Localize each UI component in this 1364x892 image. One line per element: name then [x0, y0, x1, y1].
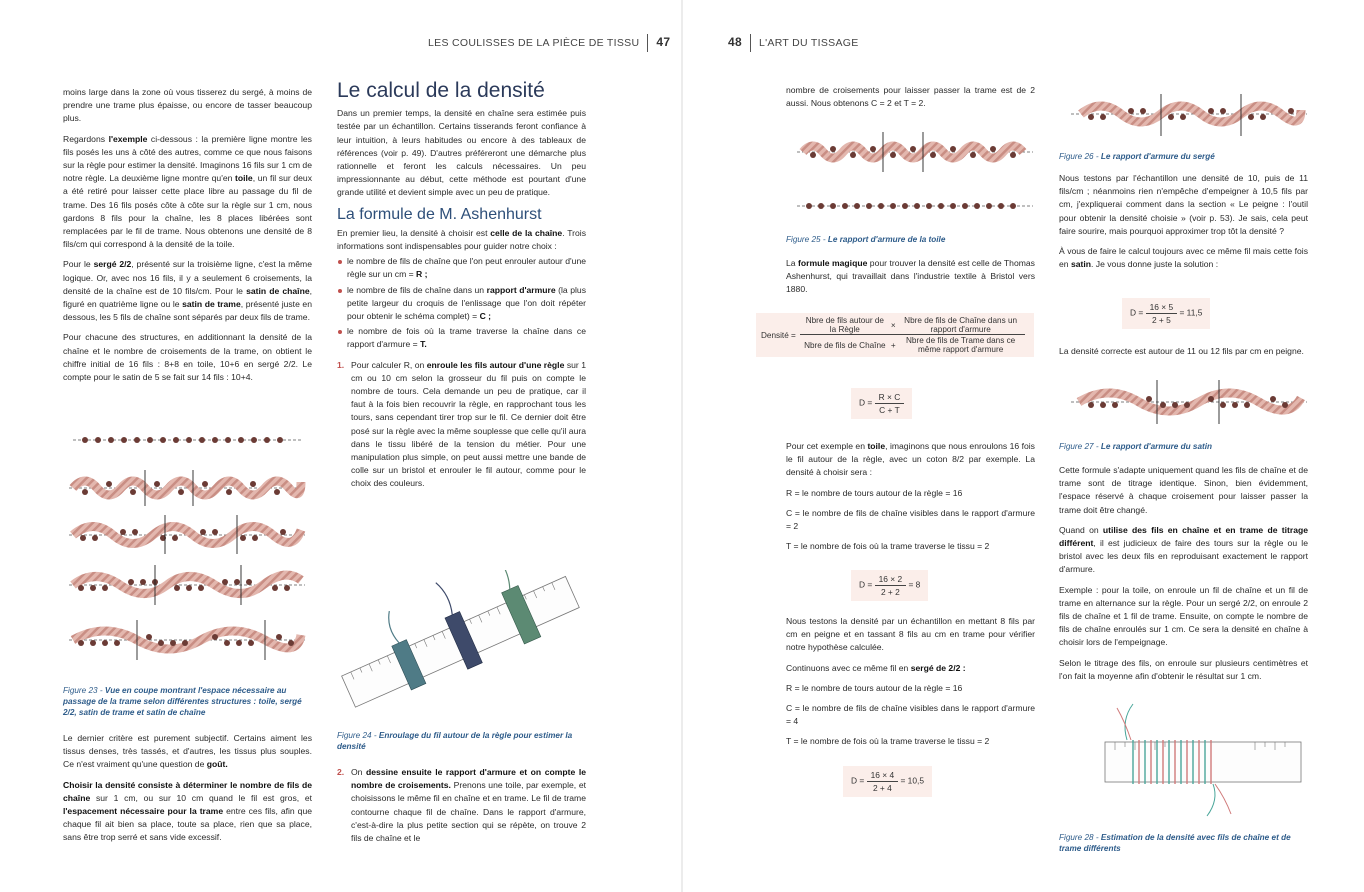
- paragraph: nombre de croisements pour laisser passer la trame est de 2 aussi. Nous obtenons C = 2 et T = 2.: [786, 85, 1035, 109]
- figure-26-caption: Figure 26 - Le rapport d'armure du sergé: [1059, 152, 1215, 161]
- paragraph: Nous testons par l'échantillon une densité de 10, puis de 11 fils/cm ; néanmoins rien n'empêche d'empeigner à 10,5 fils par cm, j'expliquerai comment dans la section « Le peigne : l'outil pour obtenir la densité choisie » (voir p. 53). Je sais, cela peut faire sourire, mais pourquoi approximer trop tôt la densité ?: [1059, 173, 1308, 236]
- steps-list-2: [337, 766, 586, 845]
- paragraph: C = le nombre de fils de chaîne visibles dans le rapport d'armure = 2: [786, 507, 1035, 532]
- paragraph: En premier lieu, la densité à choisir est celle de la chaîne. Trois informations sont indispensables pour guider notre choix :: [337, 227, 587, 252]
- paragraph: Regardons l'exemple ci-dessous : la première ligne montre les fils posés les uns à côté des autres, comme ce que nous faisons sur la règle pour estimer la densité. Imaginons 16 fils sur 1 cm de notre règle. La deuxième ligne montre qu'en toile, un fil sur deux a été retiré pour laisser cette place libre au passage du fil de trame. Des 16 fils posés côte à côte sur la règle sur 1 cm, nous gardons 8 fils pour la chaîne, les 8 places libérées sont remplacées par le fil de trame. Nous obtenons une densité de 8 fils/cm qui correspond à la densité de la toile.: [63, 133, 313, 250]
- formula-times: ×: [890, 320, 896, 330]
- weave-twill-figure: [1069, 92, 1309, 142]
- figure-24-caption: Figure 24 - Enroulage du fil autour de la règle pour estimer la densité: [337, 731, 573, 751]
- right-page: [683, 0, 1364, 892]
- running-head-separator: [750, 34, 751, 52]
- left-column-1-bottom: [63, 681, 312, 852]
- weave-plain-figure: [795, 122, 1035, 222]
- paragraph: La densité correcte est autour de 11 ou 12 fils par cm en peigne.: [1059, 346, 1304, 356]
- formula-toile: D = $\frac{16 \times 2}{2 + 2}$ = 8: [851, 570, 928, 601]
- paragraph: R = le nombre de tours autour de la règle = 16: [786, 487, 963, 498]
- left-column-1: [63, 86, 312, 391]
- paragraph: Nous testons la densité par un échantillon en mettant 8 fils par cm en peigne et en tassant 8 fils au cm en trame pour vérifier notre hypothèse calculée.: [786, 616, 1035, 653]
- formula-densite-label: Densité =: [761, 330, 796, 340]
- paragraph: Choisir la densité consiste à déterminer le nombre de fils de chaîne sur 1 cm, ou sur 10 cm quand le fil est gros, et l'espacement nécessaire pour la trame entre ces fils, afin que chaque fil ait bien sa place, toute sa place, rien que sa place, sans être trop serré et sans vide excessif.: [63, 779, 313, 843]
- paragraph: Selon le titrage des fils, on enroule sur plusieurs centimètres et l'on fait la moyenne afin d'obtenir le résultat sur 1 cm.: [1059, 657, 1308, 681]
- paragraph: T = le nombre de fois où la trame traverse le tissu = 2: [786, 736, 990, 747]
- paragraph: Quand on utilise des fils en chaîne et en trame de titrage différent, il est judicieux de faire des tours sur la règle ou le bristol avec les deux fils en reproduisant exactement le rapport d'armure.: [1059, 524, 1309, 575]
- formula-serge: D = $\frac{16 \times 4}{2 + 4}$ = 10,5: [843, 766, 932, 797]
- list-item: le nombre de fils de chaîne que l'on peut enrouler autour d'une règle sur un cm = R ;: [337, 255, 586, 281]
- formula-numerator-1: Nbre de fils autour de la Règle: [805, 316, 884, 334]
- left-column-2-bottom: [337, 726, 586, 852]
- running-head-separator: [647, 34, 648, 52]
- formula-d: D =: [859, 397, 873, 408]
- paragraph: moins large dans la zone où vous tisserez du sergé, à moins de prendre une trame plus épaisse, ou encore de tasser beaucoup plus.: [63, 87, 312, 124]
- formula-satin: D = $\frac{16 \times 5}{2 + 5}$ = 11,5: [1122, 298, 1210, 329]
- figure-23-caption: Figure 23 - Vue en coupe montrant l'espace nécessaire au passage de la trame selon différentes structures : toile, sergé 2/2, satin de trame et satin de chaîne: [63, 686, 302, 717]
- ashenhurst-formula: [756, 313, 1034, 357]
- right-column-3-lower: [786, 440, 1035, 560]
- figure-25-caption: Figure 25 - Le rapport d'armure de la toile: [786, 235, 946, 244]
- formula-table: [760, 316, 1025, 354]
- list-item: 1. Pour calculer R, on enroule les fils autour d'une règle sur 1 cm ou 10 cm selon la grosseur du fil puis on compte le nombre de tours. Cela demande un peu de pratique, car il faut à la fois bien recouvrir la règle, en rapprochant tous les tours, sans cependant tirer trop sur le fil. Ce dernier doit être posé sur la règle avec la même souplesse que celle qu'il aura dans le tissu libéré de la tension du métier. Pour une manipulation plus simple, on peut aussi mettre une bande de colle sur un bristol et enrouler le fil autour, comme pour le choix des couleurs.: [337, 359, 587, 489]
- paragraph: Dans un premier temps, la densité en chaîne sera estimée puis testée par un échantillon. Certains tisserands feront confiance à leur intuition, à leurs habitudes ou encore à des tableaux de références (voir p. 49). D'autres préféreront une démarche plus rationnelle et feront les calculs nécessaires. Un peu impressionnante au début, cette méthode est pourtant d'une grande utilité et devient simple avec un peu de pratique.: [337, 108, 586, 198]
- page-number: 48: [728, 34, 742, 49]
- criteria-list: [337, 255, 586, 351]
- right-column-3-middle: [786, 230, 1035, 304]
- right-column-4-lower: [1059, 437, 1308, 690]
- right-column-3: [786, 84, 1035, 117]
- running-head-left: [428, 34, 670, 52]
- weave-section-figure: [65, 430, 310, 665]
- steps-list: [337, 359, 586, 491]
- running-head-text: L'ART DU TISSAGE: [758, 36, 859, 49]
- paragraph: R = le nombre de tours autour de la règle = 16: [786, 682, 963, 693]
- section-title: Le calcul de la densité: [337, 79, 545, 102]
- figure-28-caption: Figure 28 - Estimation de la densité avec fils de chaîne et de trame différents: [1059, 833, 1291, 853]
- formula-fraction: $\frac{R \times C}{C + T}$: [875, 392, 905, 415]
- paragraph: Pour chacune des structures, en additionnant la densité de la chaîne et le nombre de croisements de la trame, on obtient le chiffre initial de 16 fils : 8+8 en toile, 10+6 en sergé 2/2. Le compte pour le satin de 5 se fait sur 14 fils : 10+4.: [63, 332, 312, 383]
- left-column-2: [337, 79, 587, 498]
- formula-denominator-2: Nbre de fils de Trame dans ce même rapport d'armure: [906, 336, 1016, 354]
- paragraph: Continuons avec ce même fil en sergé de 2/2 :: [786, 662, 966, 673]
- paragraph: Pour le sergé 2/2, présenté sur la troisième ligne, c'est la même logique. Or, avec nos 16 fils, il y a seulement 6 croisements, la densité de la chaîne est de 10 fils/cm. Pour le satin de chaîne, figuré en quatrième ligne ou le satin de trame, présenté juste en dessous, les 5 fils de chaîne sont séparés par deux fils de trame.: [63, 259, 312, 323]
- paragraph: T = le nombre de fois où la trame traverse le tissu = 2: [786, 541, 990, 552]
- right-column-4-mid: [1059, 345, 1308, 365]
- paragraph: Cette formule s'adapte uniquement quand les fils de chaîne et de trame sont de titrage identique. Sinon, bien évidemment, l'espace réservé à chaque croisement pour laisser passer la trame doit être changé.: [1059, 465, 1308, 515]
- right-column-3-bottom: [786, 615, 1035, 756]
- paragraph: Exemple : pour la toile, on enroule un fil de chaîne et un fil de trame en alternance sur la règle. Pour un sergé 2/2, on enroule 2 fils de chaîne et 1 fil de trame. Ensuite, on compte le nombre de fils de chaîne enroulés sur 1 cm. Ce sera la densité en chaîne à choisir lors de l'empeignage.: [1059, 584, 1308, 648]
- running-head-text: LES COULISSES DE LA PIÈCE DE TISSU: [428, 36, 640, 49]
- formula-numerator-2: Nbre de fils de Chaîne dans un rapport d'armure: [904, 316, 1018, 334]
- formula-plus: +: [890, 340, 896, 350]
- weave-satin-figure: [1069, 378, 1309, 428]
- list-item: le nombre de fois où la trame traverse la chaîne dans ce rapport d'armure = T.: [337, 325, 586, 351]
- formula-d-general: [851, 388, 912, 419]
- list-item: le nombre de fils de chaîne dans un rapport d'armure (la plus petite largeur du croquis de l'enlissage que l'on doit répéter pour obtenir le schéma complet) = C ;: [337, 284, 586, 324]
- figure-27-caption: Figure 27 - Le rapport d'armure du satin: [1059, 442, 1213, 451]
- running-head-right: [728, 34, 859, 52]
- yarn-wraps-figure: [1103, 700, 1303, 820]
- paragraph: Pour cet exemple en toile, imaginons que nous enroulons 16 fois le fil autour de la règle, avec un coton 8/2 par exemple. La densité à choisir sera :: [786, 441, 1035, 478]
- paragraph: La formule magique pour trouver la densité est celle de Thomas Ashenhurst, qui travaillait dans l'industrie textile à Bristol vers 1880.: [786, 258, 1035, 295]
- ruler-figure: [338, 570, 583, 715]
- paragraph: Le dernier critère est purement subjectif. Certains aiment les tissus denses, très tassés, et d'autres, les tissus plus souples. Ce n'est vraiment qu'une question de goût.: [63, 733, 312, 770]
- right-column-4: [1059, 147, 1308, 278]
- section-subtitle: La formule de M. Ashenhurst: [337, 205, 542, 223]
- list-item: 2. On dessine ensuite le rapport d'armure et on compte le nombre de croisements. Prenons une toile, par exemple, et choisissons le même fil en chaîne et en trame. Le fil de trame contourne chaque fil de chaîne. Dans le rapport d'armure, c'est-à-dire la plus petite section qui se répète, on trouve 2 fils de chaîne et le: [337, 767, 586, 844]
- paragraph: C = le nombre de fils de chaîne visibles dans le rapport d'armure = 4: [786, 703, 1035, 727]
- formula-denominator-1: Nbre de fils de Chaîne: [804, 340, 886, 350]
- paragraph: À vous de faire le calcul toujours avec ce même fil mais cette fois en satin. Je vous donne juste la solution :: [1059, 246, 1308, 270]
- right-column-4-bottom: [1059, 828, 1308, 862]
- page-number: 47: [656, 34, 671, 49]
